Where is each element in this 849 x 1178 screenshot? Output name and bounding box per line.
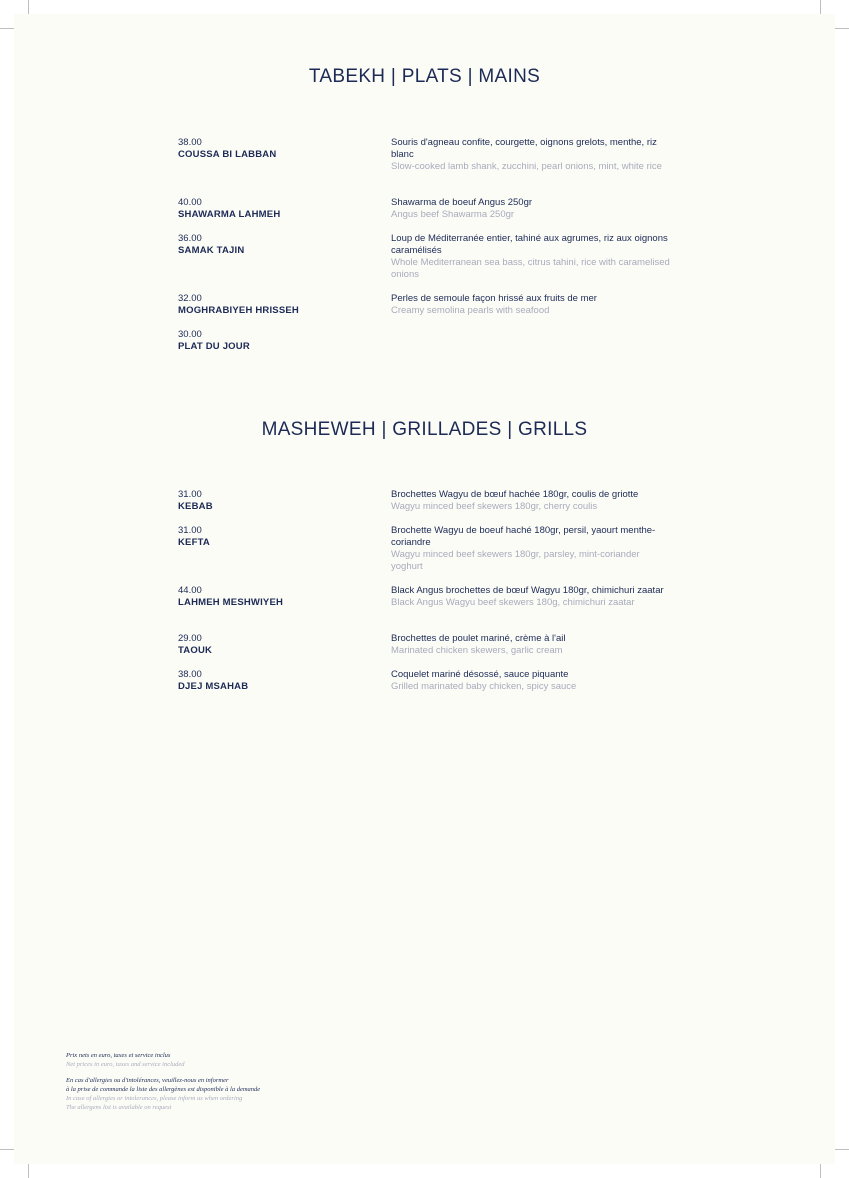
item-description xyxy=(391,669,671,693)
item-description xyxy=(391,585,671,609)
item-name: KEFTA xyxy=(178,537,210,548)
item-description xyxy=(391,137,671,173)
footer-prices-note xyxy=(66,1051,366,1069)
item-description-en: Wagyu minced beef skewers 180gr, cherry coulis xyxy=(391,501,598,512)
item-price: 32.00 xyxy=(178,293,202,304)
footer-allergy-fr-1: En cas d'allergies ou d'intolérances, veuillez-nous en informer xyxy=(66,1077,229,1084)
item-description-en: Marinated chicken skewers, garlic cream xyxy=(391,645,563,656)
item-price: 30.00 xyxy=(178,329,202,340)
item-description-en: Creamy semolina pearls with seafood xyxy=(391,305,550,316)
item-description-en: Whole Mediterranean sea bass, citrus tahini, rice with caramelised onions xyxy=(391,257,670,280)
item-description xyxy=(391,525,671,573)
item-name: MOGHRABIYEH HRISSEH xyxy=(178,305,299,316)
item-description xyxy=(391,489,671,513)
item-name: PLAT DU JOUR xyxy=(178,341,250,352)
item-description xyxy=(391,197,671,221)
item-name: LAHMEH MESHWIYEH xyxy=(178,597,284,608)
footer-allergy-note xyxy=(66,1076,366,1112)
item-description-fr: Black Angus brochettes de bœuf Wagyu 180gr, chimichuri zaatar xyxy=(391,585,664,596)
item-description-fr: Brochettes Wagyu de bœuf hachée 180gr, coulis de griotte xyxy=(391,489,639,500)
item-name: SHAWARMA LAHMEH xyxy=(178,209,281,220)
item-name: COUSSA BI LABBAN xyxy=(178,149,277,160)
item-description-en: Slow-cooked lamb shank, zucchini, pearl onions, mint, white rice xyxy=(391,161,662,172)
item-price: 36.00 xyxy=(178,233,202,244)
item-description xyxy=(391,633,671,657)
item-description-en: Black Angus Wagyu beef skewers 180g, chimichuri zaatar xyxy=(391,597,635,608)
item-description-en: Angus beef Shawarma 250gr xyxy=(391,209,515,220)
item-description-fr: Perles de semoule façon hrissé aux fruits de mer xyxy=(391,293,597,304)
item-description-fr: Souris d'agneau confite, courgette, oignons grelots, menthe, riz blanc xyxy=(391,137,657,160)
item-name: KEBAB xyxy=(178,501,213,512)
item-description xyxy=(391,293,671,317)
item-name: DJEJ MSAHAB xyxy=(178,681,249,692)
item-name: SAMAK TAJIN xyxy=(178,245,245,256)
item-description-fr: Brochette Wagyu de boeuf haché 180gr, persil, yaourt menthe-coriandre xyxy=(391,525,656,548)
item-description-fr: Brochettes de poulet mariné, crème à l'ail xyxy=(391,633,566,644)
item-price: 31.00 xyxy=(178,525,202,536)
item-description-en: Grilled marinated baby chicken, spicy sauce xyxy=(391,681,577,692)
item-description-en: Wagyu minced beef skewers 180gr, parsley, mint-coriander yoghurt xyxy=(391,549,640,572)
footer-prices-en: Net prices in euro, taxes and service included xyxy=(66,1061,185,1068)
item-description-fr: Loup de Méditerranée entier, tahiné aux agrumes, riz aux oignons caramélisés xyxy=(391,233,668,256)
item-description-fr: Coquelet mariné désossé, sauce piquante xyxy=(391,669,569,680)
item-description-fr: Shawarma de boeuf Angus 250gr xyxy=(391,197,533,208)
item-price: 38.00 xyxy=(178,137,202,148)
section-title-grills: MASHEWEH | GRILLADES | GRILLS xyxy=(261,419,588,440)
item-price: 29.00 xyxy=(178,633,202,644)
item-name: TAOUK xyxy=(178,645,213,656)
item-description xyxy=(391,233,671,281)
item-price: 38.00 xyxy=(178,669,202,680)
item-price: 40.00 xyxy=(178,197,202,208)
section-title-mains: TABEKH | PLATS | MAINS xyxy=(308,66,541,87)
footer-allergy-en-2: The allergens list is available on request xyxy=(66,1104,172,1111)
footer-allergy-en-1: In case of allergies or intolerances, please inform us when ordering xyxy=(66,1095,243,1102)
footer-allergy-fr-2: à la prise de commande la liste des allergènes est disponible à la demande xyxy=(66,1086,261,1093)
item-price: 44.00 xyxy=(178,585,202,596)
footer-prices-fr: Prix nets en euro, taxes et service inclus xyxy=(66,1052,171,1059)
item-price: 31.00 xyxy=(178,489,202,500)
